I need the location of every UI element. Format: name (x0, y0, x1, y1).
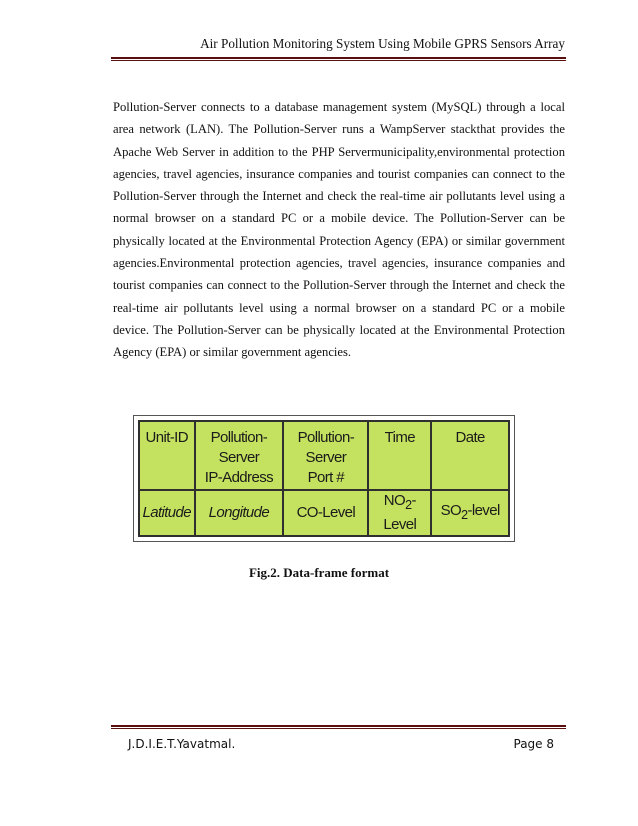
cell-text: Longitude (208, 503, 270, 521)
cell-text: NO (383, 491, 406, 509)
cell-text: CO-Level (296, 503, 356, 521)
cell-text-tail: -Level (383, 491, 417, 533)
cell-server-ip (195, 421, 284, 490)
data-frame-row-values (139, 490, 509, 536)
cell-text: Time (384, 429, 416, 446)
cell-text: Pollution-Server (210, 429, 268, 466)
cell-text: Latitude (142, 503, 192, 521)
cell-text: Unit-ID (145, 429, 188, 446)
cell-date (431, 421, 509, 490)
cell-co-level (283, 490, 368, 536)
cell-subscript: 2 (461, 507, 468, 522)
cell-text-tail: -level (467, 501, 500, 519)
figure-caption: Fig.2. Data-frame format (248, 565, 390, 580)
cell-text: SO (440, 501, 462, 519)
cell-no2-level (368, 490, 431, 536)
cell-time (368, 421, 431, 490)
page-header-title: Air Pollution Monitoring System Using Mobile GPRS Sensors Array (200, 36, 565, 51)
cell-text: Pollution-Server (297, 429, 355, 466)
cell-text: Date (455, 429, 485, 446)
body-paragraph: Pollution-Server connects to a database management system (MySQL) through a local area network (LAN). The Pollution-Server runs a WampServer stackthat provides the Apache Web Server in addition to the PHP Servermunicipality,environmental protection agencies, travel agencies, insurance companies and tourist companies can connect to the Pollution-Server through the Internet and check the real-time air pollutants level using a normal browser on a standard PC or a mobile device. The Pollution-Server can be physically located at the Environmental Protection Agency (EPA) or similar government agencies.Environmental protection agencies, travel agencies, insurance companies and tourist companies can connect to the Pollution-Server through the Internet and check the real-time air pollutants level using a normal browser on a standard PC or a mobile device. The Pollution-Server can be physically located at the Environmental Protection Agency (EPA) or similar government agencies. (113, 100, 565, 360)
footer-rule-thin (111, 728, 566, 729)
data-frame-row-header (139, 421, 509, 490)
cell-server-port (283, 421, 368, 490)
footer-rule-thick (111, 725, 566, 727)
cell-so2-level (431, 490, 509, 536)
footer-institution: J.D.I.E.T.Yavatmal. (128, 737, 236, 751)
cell-latitude (139, 490, 195, 536)
cell-text-line2: Port # (307, 469, 345, 486)
cell-unit-id (139, 421, 195, 490)
header-rule-thin (111, 60, 566, 61)
cell-longitude (195, 490, 284, 536)
data-frame-figure (133, 415, 515, 542)
cell-subscript: 2 (405, 497, 412, 512)
header-rule-thick (111, 57, 566, 59)
cell-text-line2: IP-Address (204, 469, 273, 486)
footer-page-number: Page 8 (513, 737, 554, 751)
data-frame-table (138, 420, 510, 537)
